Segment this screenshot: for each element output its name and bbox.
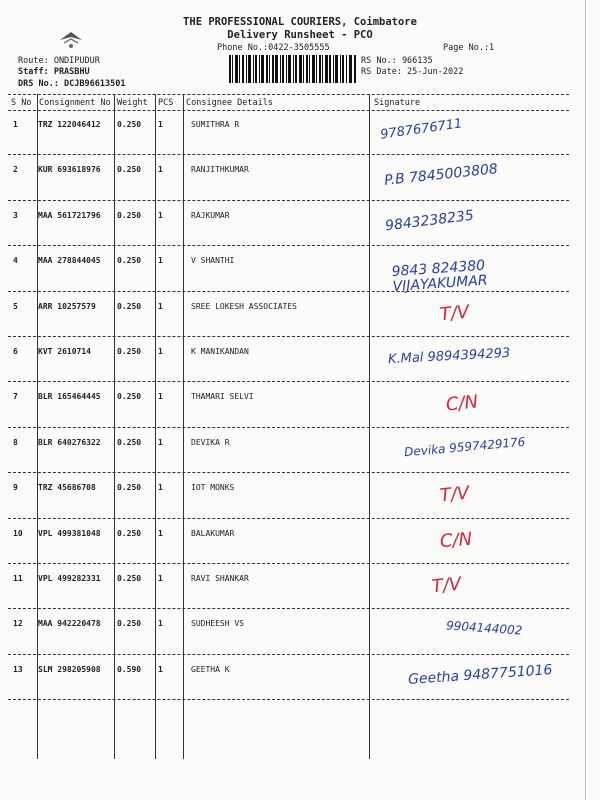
handwritten-signature: C/N [439, 528, 473, 552]
consignment-number: KVT 2610714 [38, 347, 91, 356]
row-divider [8, 563, 569, 564]
weight-value: 0.250 [117, 347, 142, 356]
column-header-sno: S No [11, 98, 32, 108]
weight-value: 0.250 [117, 301, 142, 311]
row-divider [8, 518, 569, 519]
pcs-value: 1 [158, 528, 163, 538]
handwritten-signature: Geetha 9487751016 [407, 661, 553, 688]
row-sno: 4 [13, 256, 18, 266]
row-sno: 10 [13, 528, 23, 538]
consignment-number: TRZ 122046412 [38, 120, 101, 129]
pcs-value: 1 [158, 483, 163, 493]
row-divider [8, 200, 569, 201]
page-edge [585, 0, 586, 800]
consignment-number: BLR 640276322 [38, 437, 101, 447]
weight-value: 0.250 [117, 528, 142, 538]
consignee-name: RAJKUMAR [191, 210, 230, 220]
pcs-value: 1 [158, 664, 163, 674]
consignee-name: RANJITHKUMAR [191, 165, 249, 175]
row-sno: 9 [13, 483, 18, 493]
rs-number: RS No.: 966135 [361, 56, 433, 66]
weight-value: 0.250 [117, 165, 142, 175]
handwritten-signature: T/V [438, 301, 471, 326]
rs-date: RS Date: 25-Jun-2022 [361, 67, 464, 77]
row-sno: 6 [13, 347, 18, 356]
row-divider [8, 654, 569, 655]
consignment-number: MAA 561721796 [38, 210, 101, 220]
weight-value: 0.250 [117, 120, 142, 129]
row-divider [8, 381, 569, 382]
row-sno: 3 [13, 210, 18, 220]
consignment-number: VPL 499282331 [38, 574, 101, 583]
weight-value: 0.250 [117, 256, 142, 266]
row-sno: 7 [13, 392, 18, 402]
consignment-number: VPL 499381048 [38, 528, 101, 538]
consignee-name: GEETHA K [191, 664, 230, 674]
weight-value: 0.250 [117, 619, 142, 629]
consignment-number: BLR 165464445 [38, 392, 101, 402]
row-divider [8, 336, 569, 337]
consignee-name: SUDHEESH VS [191, 619, 244, 629]
consignment-number: ARR 10257579 [38, 301, 96, 311]
handwritten-signature: P.B 7845003808 [383, 161, 499, 190]
handwritten-signature: C/N [444, 391, 480, 417]
staff-label: Staff: PRASBHU [18, 67, 90, 77]
weight-value: 0.250 [117, 574, 142, 583]
column-header-weight: Weight [117, 98, 148, 108]
pcs-value: 1 [158, 120, 163, 129]
consignee-name: V SHANTHI [191, 256, 235, 266]
consignment-number: SLM 298205908 [38, 664, 101, 674]
row-sno: 8 [13, 437, 18, 447]
row-divider [8, 291, 569, 292]
pcs-value: 1 [158, 392, 163, 402]
company-title: THE PROFESSIONAL COURIERS, Coimbatore [183, 16, 417, 28]
column-header-pcs: PCS [158, 98, 174, 108]
row-sno: 1 [13, 120, 18, 129]
consignment-number: MAA 942220478 [38, 619, 101, 629]
column-header-consignee: Consignee Details [186, 98, 273, 108]
row-divider [8, 154, 569, 155]
page-number: Page No.:1 [443, 43, 495, 53]
handwritten-signature: 9904144002 [445, 618, 523, 639]
consignee-name: SREE LOKESH ASSOCIATES [191, 301, 297, 311]
weight-value: 0.250 [117, 392, 142, 402]
consignee-name: BALAKUMAR [191, 528, 235, 538]
consignee-name: DEVIKA R [191, 437, 230, 447]
pcs-value: 1 [158, 301, 163, 311]
consignment-number: KUR 693618976 [38, 165, 101, 175]
pcs-value: 1 [158, 347, 163, 356]
handwritten-signature: 9843 824380 VIJAYAKUMAR [391, 257, 489, 295]
table-header-rule [8, 110, 569, 111]
row-divider [8, 472, 569, 473]
handwritten-signature: K.Mal 9894394293 [387, 345, 511, 368]
handwritten-signature: Devika 9597429176 [403, 434, 526, 460]
row-divider [8, 699, 569, 700]
row-sno: 13 [13, 664, 23, 674]
row-sno: 12 [13, 619, 23, 629]
runsheet-subtitle: Delivery Runsheet - PCO [227, 29, 373, 41]
weight-value: 0.250 [117, 437, 142, 447]
weight-value: 0.250 [117, 483, 142, 493]
row-sno: 5 [13, 301, 18, 311]
row-divider [8, 608, 569, 609]
pcs-value: 1 [158, 256, 163, 266]
consignment-number: MAA 278844045 [38, 256, 101, 266]
pcs-value: 1 [158, 437, 163, 447]
consignee-name: IOT MONKS [191, 483, 235, 493]
column-header-signature: Signature [374, 98, 421, 108]
handwritten-signature: 9843238235 [384, 207, 475, 235]
weight-value: 0.250 [117, 210, 142, 220]
consignment-number: TRZ 45686708 [38, 483, 96, 493]
pcs-value: 1 [158, 210, 163, 220]
row-divider [8, 245, 569, 246]
drs-number: DRS No.: DCJB96613501 [18, 79, 126, 89]
consignee-name: THAMARI SELVI [191, 392, 254, 402]
pcs-value: 1 [158, 619, 163, 629]
barcode-icon [229, 55, 357, 83]
route-label: Route: ONDIPUDUR [18, 56, 100, 66]
handwritten-signature: T/V [430, 573, 463, 598]
pcs-value: 1 [158, 574, 163, 583]
handwritten-signature: 9787676711 [379, 116, 464, 143]
pcs-value: 1 [158, 165, 163, 175]
consignee-name: K MANIKANDAN [191, 347, 249, 356]
table-top-rule [8, 94, 569, 95]
row-sno: 11 [13, 574, 23, 583]
phone-number: Phone No.:0422-3505555 [217, 43, 330, 53]
row-divider [8, 427, 569, 428]
column-header-consignment: Consignment No [39, 98, 111, 108]
row-sno: 2 [13, 165, 18, 175]
consignee-name: SUMITHRA R [191, 120, 240, 129]
handwritten-signature: T/V [438, 482, 471, 507]
consignee-name: RAVI SHANKAR [191, 574, 249, 583]
weight-value: 0.590 [117, 664, 142, 674]
